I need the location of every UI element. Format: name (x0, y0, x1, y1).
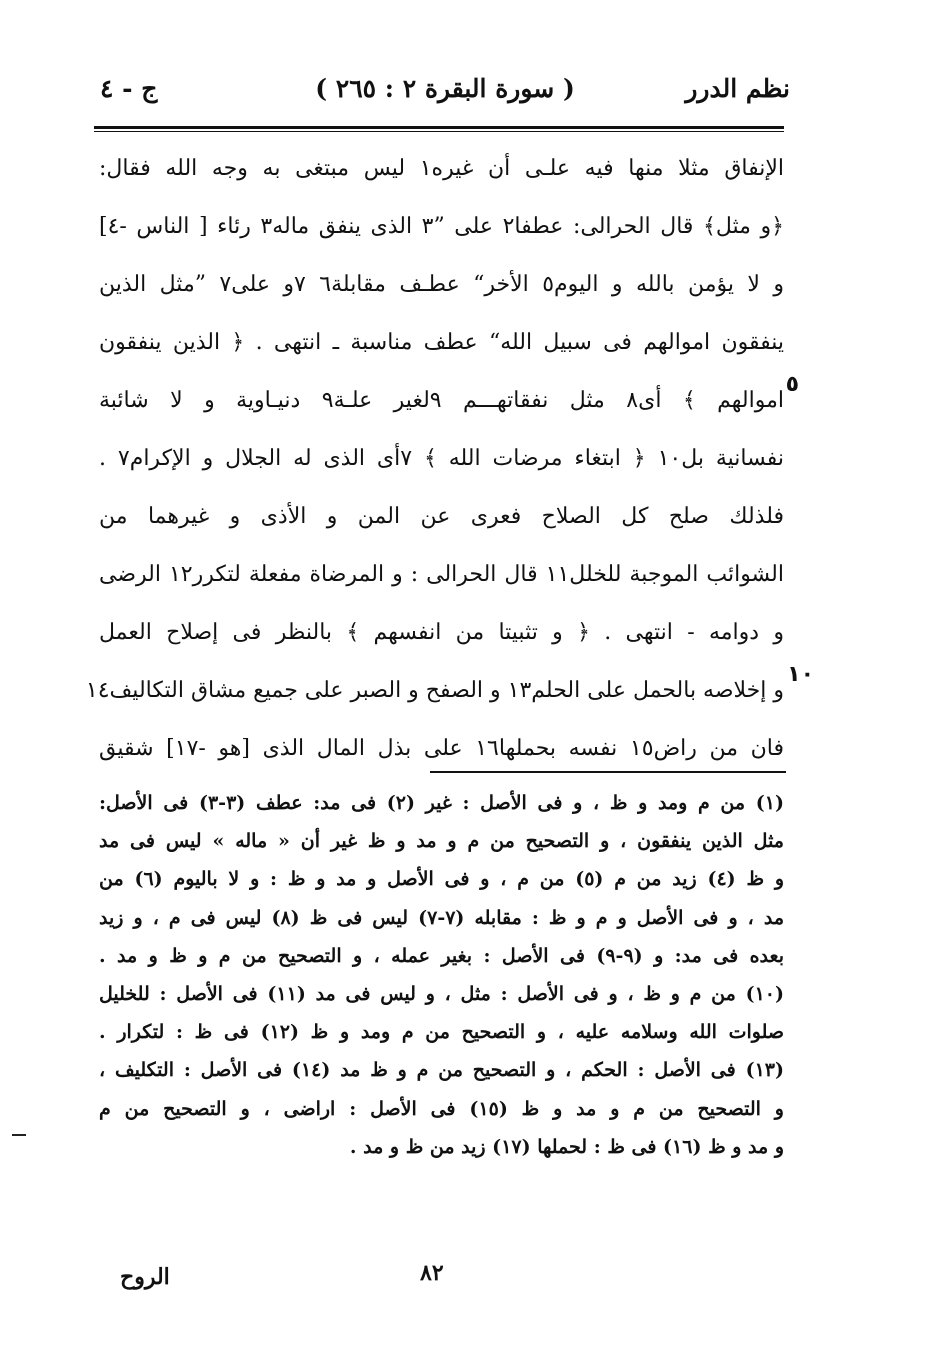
footnote-line: و التصحيح من م و مد و ظ (١٥) فى الأصل : اراضى ، و التصحيح من م (99, 1097, 784, 1120)
text-line: ﴿و مثل﴾ قال الحرالى: عطفا٢ على ”٣ الذى ينفق ماله٣ رئاء [ الناس -٤] (99, 214, 784, 239)
book-title: نظم الدرر (685, 74, 790, 103)
footnote-separator (430, 771, 786, 773)
text-line: و دوامه - انتهى . ﴿ و تثبيتا من انفسهم ﴾ بالنظر فى إصلاح العمل (99, 620, 784, 645)
line-number-5: ٥ (785, 372, 799, 397)
text-line: الإنفاق مثلا منها فيه علـى أن غيره١ ليس مبتغى به وجه الله فقال: (99, 156, 784, 181)
running-header (100, 74, 790, 124)
volume-label: ج - ٤ (100, 74, 158, 103)
signature-mark: الروح (120, 1264, 170, 1290)
footnote-line: و مد و ظ (١٦) فى ظ : لحملها (١٧) زيد من ظ و مد . (349, 1135, 784, 1158)
footnote-line: صلوات الله وسلامه عليه ، و التصحيح من م ومد و ظ (١٢) فى ظ : لتكرار . (99, 1021, 784, 1044)
header-rule-thin (94, 131, 784, 132)
line-number-10: ١٠ (787, 662, 814, 687)
text-line: ينفقون اموالهم فى سبيل الله“ عطف مناسبة ـ انتهى . ﴿ الذين ينفقون (99, 330, 784, 355)
footnote-line: و ظ (٤) زيد من م (٥) من م ، و فى الأصل و مد و ظ : و لا باليوم (٦) من (99, 868, 785, 891)
text-line: نفسانية بل١٠ ﴿ ابتغاء مرضات الله ﴾ ٧أى الذى له الجلال و الإكرام٧ . (99, 446, 784, 471)
text-line: و إخلاصه بالحمل على الحلم١٣ و الصفح و الصبر على جميع مشاق التكاليف١٤ (85, 678, 784, 703)
text-line: فلذلك صلح كل الصلاح فعرى عن المن و الأذى و غيرهما من (99, 504, 784, 529)
footnote-line: (١) من م ومد و ظ ، و فى الأصل : غير (٢) فى مد: عطف (٣-٣) فى الأصل: (99, 792, 784, 814)
text-line: و لا يؤمن بالله و اليوم٥ الأخر“ عطـف مقابلة٦ ٧و على٧ ”مثل الذين (99, 272, 784, 297)
footnote-line: (١٣) فى الأصل : الحكم ، و التصحيح من م و ظ مد (١٤) فى الأصل : التكليف ، (99, 1059, 784, 1082)
footnote-line: مثل الذين ينفقون ، و التصحيح من م و مد و ظ غير أن « ماله » ليس فى مد (99, 830, 784, 853)
text-line: الشوائب الموجبة للخلل١١ قال الحرالى : و المرضاة مفعلة لتكرر١٢ الرضى (99, 562, 784, 587)
margin-mark (12, 1134, 26, 1136)
text-line: فان من راض١٥ نفسه بحملها١٦ على بذل المال الذى [هو -١٧] شقيق (99, 736, 785, 761)
main-text (85, 140, 785, 778)
page-number: ٨٢ (420, 1260, 444, 1286)
surah-reference: ( سورة البقرة ٢ : ٢٦٥ ) (315, 74, 575, 103)
header-rule-thick (94, 126, 784, 129)
footnotes-block (99, 784, 784, 1166)
text-line: اموالهم ﴾ أى٨ مثل نفقاتهـــم ٩لغير علـة٩ دنيـاوية و لا شائبة (99, 388, 785, 413)
footnote-line: مد ، و فى الأصل و م و ظ : مقابله (٧-٧) ليس فى ظ (٨) ليس فى م ، و زيد (99, 906, 784, 929)
footnote-line: (١٠) من م و ظ ، و فى الأصل : مثل ، و ليس فى مد (١١) فى الأصل : للخليل (99, 982, 784, 1005)
footnote-line: بعده فى مد: و (٩-٩) فى الأصل : بغير عمله ، و التصحيح من م و ظ و مد . (99, 944, 784, 967)
